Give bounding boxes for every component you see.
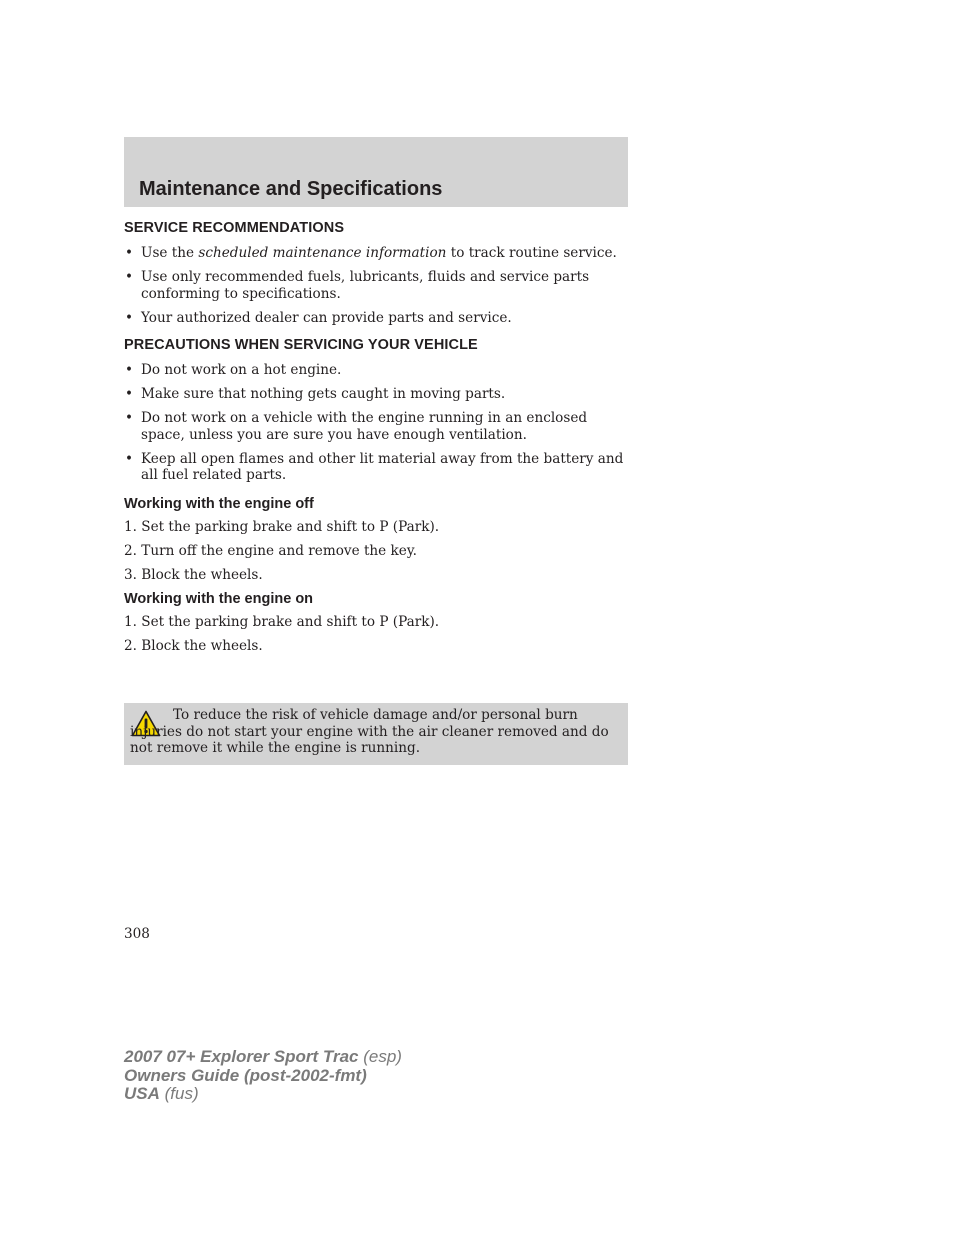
list-item: • Make sure that nothing gets caught in moving parts. [124, 386, 628, 403]
document-footer [124, 1048, 402, 1104]
scheduled-maintenance-reference: scheduled maintenance information [198, 245, 447, 261]
section-header-band [124, 137, 628, 207]
footer-model: 2007 07+ Explorer Sport Trac [124, 1047, 359, 1066]
main-content [124, 220, 628, 662]
precautions-list [124, 362, 628, 484]
service-recommendations-heading: SERVICE RECOMMENDATIONS [124, 220, 345, 236]
step-item: 2. Turn off the engine and remove the key. [124, 542, 418, 559]
footer-model-code: (esp) [358, 1047, 402, 1066]
list-item: • Use only recommended fuels, lubricants, fluids and service parts conforming to specifications. [124, 269, 628, 302]
list-item: • Do not work on a hot engine. [124, 362, 628, 379]
list-item: • Keep all open flames and other lit material away from the battery and all fuel related parts. [124, 451, 628, 484]
engine-off-heading: Working with the engine off [124, 495, 314, 512]
footer-line-2 [124, 1067, 402, 1086]
step-item: 2. Block the wheels. [124, 638, 263, 654]
section-title: Maintenance and Specifications [139, 178, 443, 200]
engine-on-heading: Working with the engine on [124, 591, 314, 607]
footer-line-1 [124, 1048, 402, 1067]
footer-market-code: (fus) [159, 1084, 199, 1103]
engine-off-steps [124, 519, 628, 584]
step-item: 1. Set the parking brake and shift to P (Park). [124, 614, 440, 630]
service-recommendations-list [124, 245, 628, 326]
list-item: • Your authorized dealer can provide parts and service. [124, 310, 628, 327]
list-item [124, 245, 628, 262]
footer-line-3 [124, 1085, 402, 1104]
warning-box [124, 703, 628, 765]
list-item: • Do not work on a vehicle with the engine running in an enclosed space, unless you are sure you have enough ventilation. [124, 410, 628, 443]
list-item-text: Use the [141, 245, 199, 261]
page-number: 308 [124, 926, 150, 942]
engine-on-steps [124, 614, 628, 655]
precautions-heading: PRECAUTIONS WHEN SERVICING YOUR VEHICLE [124, 337, 478, 353]
step-item: 1. Set the parking brake and shift to P (Park). [124, 518, 440, 535]
list-item-text: to track routine service. [446, 245, 617, 261]
footer-market: USA [124, 1084, 160, 1103]
warning-text: To reduce the risk of vehicle damage and/or personal burn injuries do not start your engine with the air cleaner removed and do not remove it while the engine is running. [130, 707, 609, 756]
footer-guide-format: Owners Guide (post-2002-fmt) [124, 1065, 367, 1085]
step-item: 3. Block the wheels. [124, 566, 263, 583]
